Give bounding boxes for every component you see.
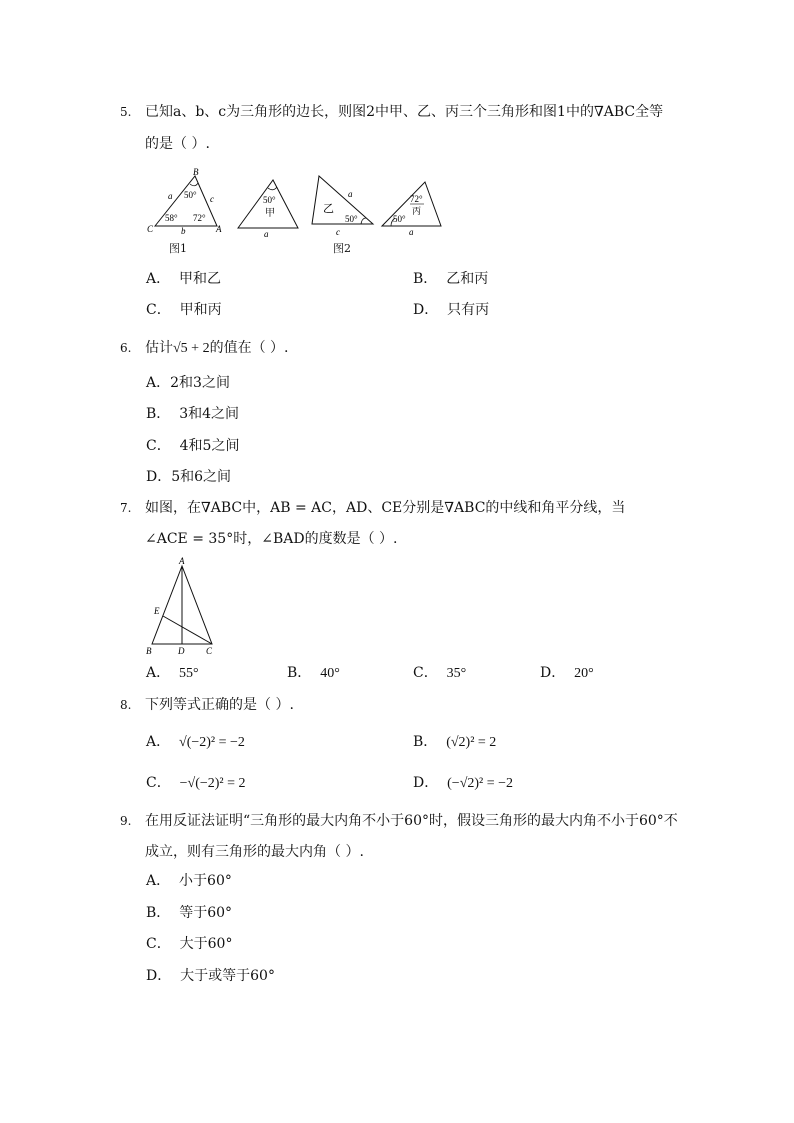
jia-angle: 50° [263, 195, 276, 205]
jia-side: a [264, 229, 269, 238]
q6-option-b: B． 3和4之间 [146, 406, 240, 422]
q5-stem-line1: 已知a、b、c为三角形的边长，则图2中甲、乙、丙三个三角形和图1中的∇ABC全等 [145, 104, 664, 120]
bing-name: 丙 [412, 206, 422, 216]
yi-side-top: a [348, 189, 353, 199]
fig1-vertex-C: C [147, 224, 154, 234]
fig1-side-c: c [210, 194, 214, 204]
q6-stem: 估计√5 + 2的值在（ ）. [145, 340, 289, 356]
q9-option-d: D． 大于或等于60° [146, 968, 275, 984]
q7-vertex-B: B [146, 646, 152, 656]
q5-triangle-bing [379, 180, 445, 238]
q9-option-b: B． 等于60° [146, 905, 233, 921]
fig1-side-a: a [168, 191, 173, 201]
q5-option-c: C． 甲和丙 [146, 302, 222, 318]
q7-option-b: B． 40° [287, 665, 340, 681]
q8-option-c: C． −√(−2)² = 2 [146, 775, 246, 791]
q9-stem-line1: 在用反证法证明“三角形的最大内角不小于60°时，假设三角形的最大内角不小于60°不 [145, 813, 678, 829]
q5-option-b: B． 乙和丙 [413, 271, 489, 287]
q7-vertex-D: D [178, 646, 185, 656]
jia-name: 甲 [265, 208, 275, 219]
fig1-vertex-B: B [193, 167, 199, 177]
q5-number: 5. [120, 105, 132, 119]
q8-option-d: D． (−√2)² = −2 [413, 775, 514, 791]
q5-figure1 [143, 164, 225, 234]
q7-vertex-E: E [154, 606, 160, 616]
q7-figure [140, 556, 220, 658]
q9-stem-line2: 成立，则有三角形的最大内角（ ）. [145, 844, 364, 860]
q7-vertex-C: C [206, 646, 213, 656]
q5-fig1-caption: 图1 [169, 242, 187, 255]
q7-stem-line2: ∠ACE = 35°时，∠BAD的度数是（ ）. [145, 531, 398, 547]
fig1-angle-A: 72° [193, 213, 206, 223]
yi-name: 乙 [323, 203, 334, 215]
bing-side: a [409, 227, 414, 237]
q7-option-c: C． 35° [413, 665, 467, 681]
q5-triangle-jia [235, 176, 301, 238]
q7-option-a: A． 55° [146, 665, 199, 681]
bing-angle-left: 50° [393, 214, 406, 224]
q8-option-b: B． (√2)² = 2 [413, 734, 497, 750]
q9-option-c: C． 大于60° [146, 936, 233, 952]
bing-angle-top: 72° [410, 194, 423, 204]
yi-angle: 50° [345, 214, 358, 224]
q5-fig2-caption: 图2 [333, 242, 351, 255]
q5-triangle-yi [309, 172, 377, 238]
q8-stem: 下列等式正确的是（ ）. [145, 697, 294, 713]
q9-number: 9. [120, 814, 132, 828]
fig1-side-b: b [181, 226, 186, 234]
q7-number: 7. [120, 501, 132, 515]
q6-option-a: A．2和3之间 [146, 375, 230, 391]
q6-number: 6. [120, 341, 132, 355]
q5-stem-line2: 的是（ ）. [145, 136, 210, 152]
q7-vertex-A: A [179, 556, 185, 566]
yi-side-bottom: c [336, 227, 340, 237]
q7-option-d: D． 20° [540, 665, 594, 681]
q5-option-a: A． 甲和乙 [146, 271, 222, 287]
q6-expression: √5 + 2 [173, 341, 210, 356]
q5-option-d: D． 只有丙 [413, 302, 490, 318]
q6-option-d: D．5和6之间 [146, 469, 232, 485]
q8-number: 8. [120, 698, 132, 712]
q7-stem-line1: 如图，在∇ABC中，AB = AC，AD、CE分别是∇ABC的中线和角平分线，当 [145, 500, 626, 516]
q9-option-a: A． 小于60° [146, 873, 232, 889]
q8-option-a: A． √(−2)² = −2 [146, 734, 245, 750]
q6-option-c: C． 4和5之间 [146, 438, 240, 454]
fig1-vertex-A: A [216, 224, 222, 234]
fig1-angle-C: 58° [165, 213, 178, 223]
fig1-angle-B: 50° [184, 190, 197, 200]
